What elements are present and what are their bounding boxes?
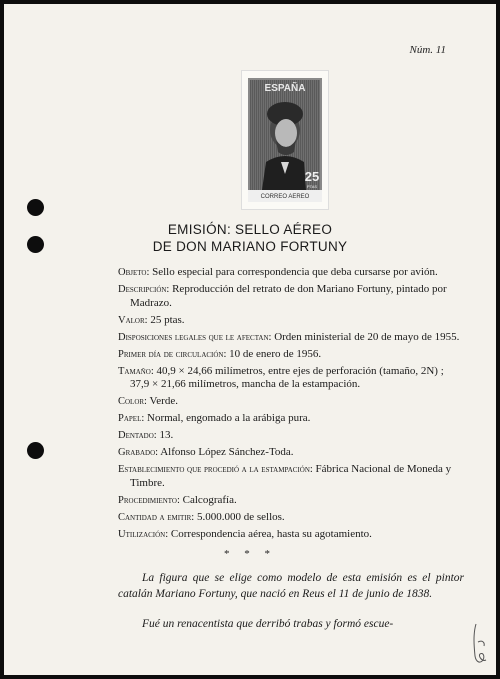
spec-field [118, 266, 464, 280]
spec-field [118, 446, 464, 460]
spec-field [118, 429, 464, 443]
title-line-1: EMISIÓN: SELLO AÉREO [167, 222, 333, 237]
spec-label: Disposiciones legales que le afectan: [118, 331, 272, 343]
spec-label: Cantidad a emitir: [118, 511, 195, 523]
spec-value: Reproducción del retrato de don Mariano Fortuny, pintado por Madrazo. [130, 283, 447, 309]
spec-value: Sello especial para correspondencia que deba cursarse por avión. [152, 266, 438, 278]
spec-field [118, 331, 464, 345]
spec-value: Orden ministerial de 20 de mayo de 1955. [274, 330, 460, 343]
spec-label: Grabado: [118, 447, 159, 458]
paragraph-2: Fué un renacentista que derribó trabas y formó escue- [142, 618, 394, 630]
specification-list [118, 266, 464, 545]
spec-value: Normal, engomado a la arábiga pura. [147, 412, 311, 424]
spec-field [118, 283, 464, 310]
binder-hole [27, 442, 44, 459]
stamp-currency: PTAS [306, 184, 318, 189]
spec-field [118, 412, 464, 426]
document-page [4, 4, 496, 675]
spec-value: Alfonso López Sánchez-Toda. [160, 446, 294, 458]
spec-value: 13. [159, 429, 174, 441]
page-number: Núm. 11 [409, 44, 446, 56]
spec-label: Primer día de circulación: [118, 348, 227, 360]
spec-label: Objeto: [118, 267, 150, 278]
spec-label: Papel: [118, 413, 145, 424]
stamp-image [248, 78, 322, 202]
spec-field [118, 395, 464, 409]
section-separator: * * * [224, 548, 276, 560]
binder-hole [27, 199, 44, 216]
spec-value: 10 de enero de 1956. [229, 347, 322, 360]
spec-field [118, 528, 464, 542]
spec-value: Calcografía. [182, 493, 237, 506]
handwritten-mark [470, 620, 492, 668]
paragraph-1: La figura que se elige como modelo de esta emisión es el pintor catalán Mariano Fortuny, que nació en Reus el 11 de junio de 1838. [118, 572, 464, 600]
spec-label: Establecimiento que procedió a la estampación: [118, 464, 313, 475]
spec-value: Fábrica Nacional de Moneda y Timbre. [130, 463, 452, 489]
spec-label: Utilización: [118, 528, 169, 540]
spec-label: Dentado: [118, 430, 157, 441]
spec-field [118, 348, 464, 362]
stamp-mount [241, 70, 329, 210]
spec-label: Tamaño: [118, 365, 154, 377]
spec-value: 40,9 × 24,66 milímetros, entre ejes de perforación (tamaño, 2N) ; 37,9 × 21,66 milímetros, mancha de la estampación. [130, 364, 444, 390]
spec-field [118, 494, 464, 508]
spec-label: Color: [118, 396, 147, 407]
spec-label: Valor: [118, 314, 148, 326]
spec-value: 25 ptas. [150, 313, 185, 326]
stamp-value: 25 [304, 169, 320, 184]
spec-field [118, 314, 464, 328]
spec-label: Procedimiento: [118, 494, 180, 506]
spec-value: Correspondencia aérea, hasta su agotamiento. [170, 527, 372, 540]
spec-label: Descripción: [118, 284, 170, 295]
spec-field [118, 365, 464, 392]
stamp-country: ESPAÑA [264, 83, 306, 94]
spec-value: Verde. [149, 395, 178, 407]
title-line-2: DE DON MARIANO FORTUNY [152, 239, 348, 254]
spec-field [118, 511, 464, 525]
stamp-inscription: CORREO AEREO [260, 194, 310, 200]
spec-value: 5.000.000 de sellos. [196, 510, 285, 523]
spec-field [118, 463, 464, 490]
